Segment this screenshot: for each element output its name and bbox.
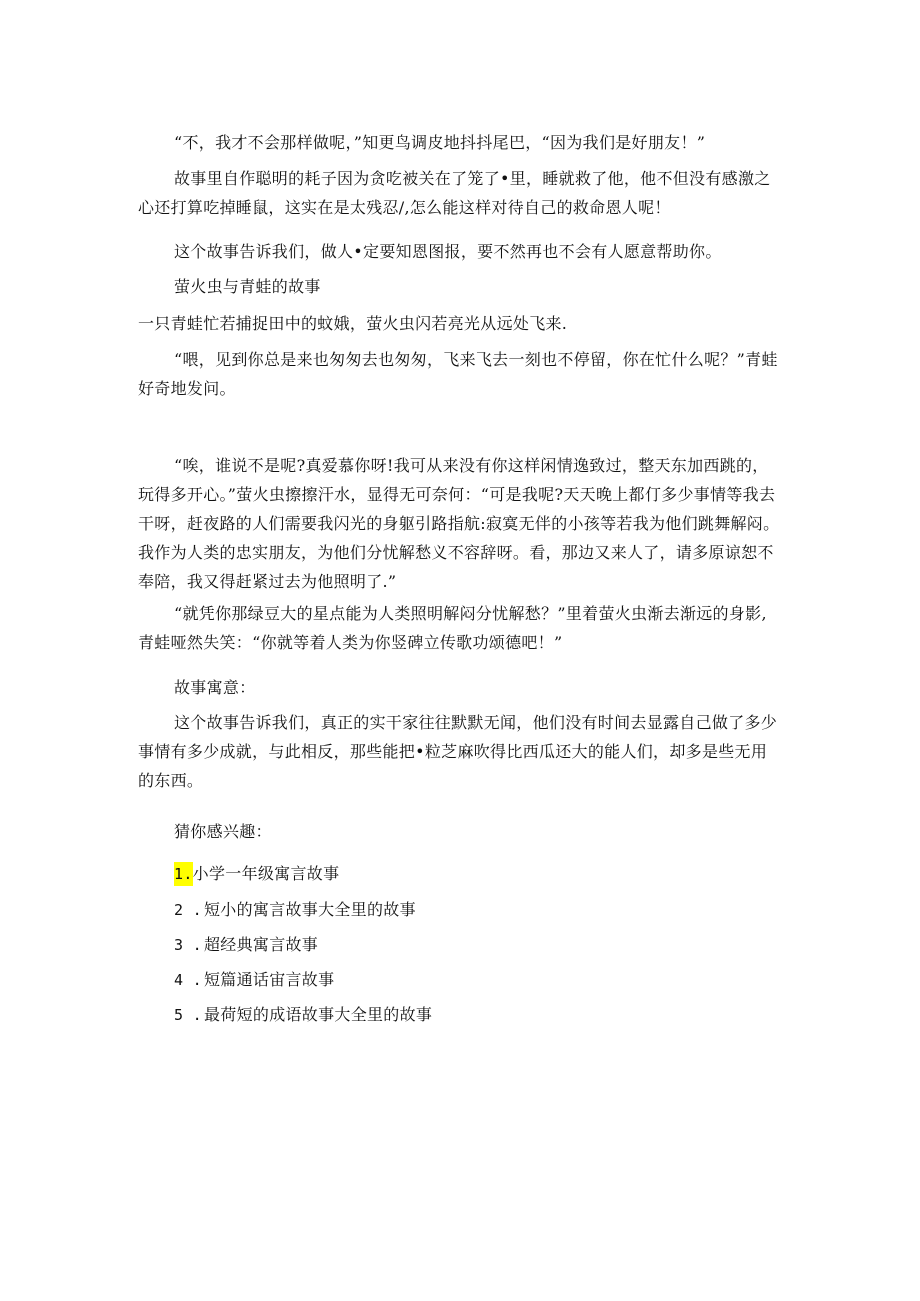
list-number: 2 . bbox=[174, 901, 202, 919]
list-item-label: 小学一年级寓言故事 bbox=[192, 864, 340, 883]
list-item-label: 短小的寓言故事大全里的故事 bbox=[204, 900, 416, 919]
list-item[interactable] bbox=[174, 1003, 432, 1027]
paragraph-mouse-moral: 故事里自作聪明的耗子因为贪吃被关在了笼了•里，睡就救了他，他不但没有感激之心还打算吃掉睡鼠，这实在是太残忍/,怎么能这样对待自己的救命恩人呢！ bbox=[138, 169, 771, 217]
paragraph-robin-reply: “不，我才不会那样做呢，”知更鸟调皮地抖抖尾巴，“因为我们是好朋友！” bbox=[174, 133, 706, 152]
paragraph-frog-laugh: “就凭你那绿豆大的星点能为人类照明解闷分忧解愁？”里着萤火虫渐去渐远的身影,青蛙哑然失笑：“你就等着人类为你竖碑立传歌功颂德吧！” bbox=[138, 604, 767, 652]
related-heading: 猜你感兴趣： bbox=[174, 822, 272, 841]
list-number: 5 . bbox=[174, 1006, 202, 1024]
list-item-label: 超经典寓言故事 bbox=[204, 935, 319, 954]
list-item-label: 短篇通话宙言故事 bbox=[204, 970, 335, 989]
paragraph-frog-question: “喂，见到你总是来也匆匆去也匆匆，飞来飞去一刻也不停留，你在忙什么呢？”青蛙好奇地发问。 bbox=[138, 350, 778, 398]
paragraph-frog-intro: 一只青蛙忙若捕捉田中的蚊娥，萤火虫闪若亮光从远处飞来. bbox=[138, 314, 568, 333]
list-number: 3 . bbox=[174, 936, 202, 954]
list-item[interactable] bbox=[174, 862, 339, 886]
paragraph-firefly-reply: “唉，谁说不是呢?真爱慕你呀!我可从来没有你这样闲情逸致过，整天东加西跳的，玩得多开心。”萤火虫擦擦汗水，显得无可奈何：“可是我呢?天天晚上都仃多少事情等我去干呀，赶夜路的人们需要我闪光的身躯引路指航:寂寞无伴的小孩等若我为他们跳舞解闷。我作为人类的忠实朋友，为他们分忧解愁义不容辞呀。看，那边又来人了，请多原谅恕不奉陪，我又得赶紧过去为他照明了.” bbox=[138, 456, 780, 591]
list-item[interactable] bbox=[174, 968, 334, 992]
list-item-label: 最荷短的成语故事大全里的故事 bbox=[204, 1005, 433, 1024]
list-item[interactable] bbox=[174, 933, 318, 957]
moral-heading: 故事寓意： bbox=[174, 678, 256, 697]
story-title: 萤火虫与青蛙的故事 bbox=[174, 277, 321, 296]
list-number: 1. bbox=[174, 862, 193, 886]
list-number: 4 . bbox=[174, 971, 202, 989]
paragraph-moral: 这个故事告诉我们，真正的实干家往往默默无闻，他们没有时间去显露自己做了多少事情有多少成就，与此相反，那些能把•粒芝麻吹得比西瓜还大的能人们，却多是些无用的东西。 bbox=[138, 713, 778, 790]
paragraph-lesson-gratitude: 这个故事告诉我们，做人•定要知恩图报，要不然再也不会有人愿意帮助你。 bbox=[174, 242, 722, 261]
list-item[interactable] bbox=[174, 898, 416, 922]
